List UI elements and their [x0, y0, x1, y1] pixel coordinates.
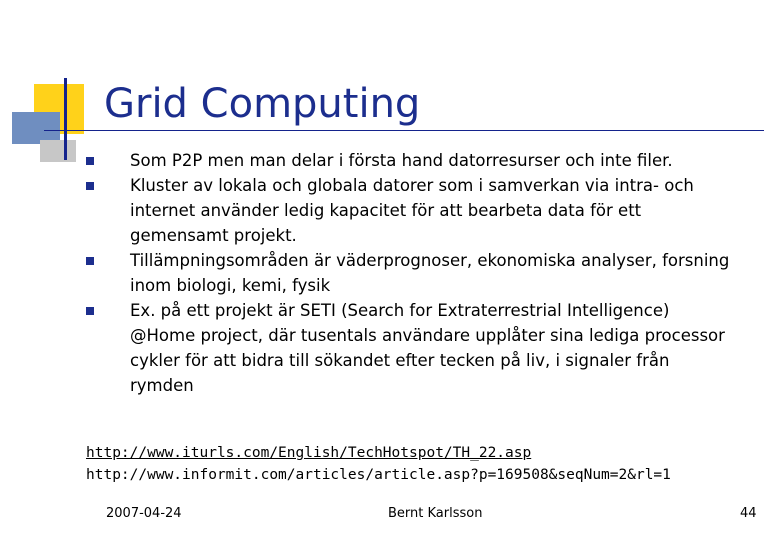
reference-links	[86, 442, 671, 486]
bullet-text: Tillämpningsområden är väderprognoser, ekonomiska analyser, forsning inom biologi, kemi, fysik	[130, 251, 730, 295]
square-bullet-icon	[86, 182, 94, 190]
square-bullet-icon	[86, 157, 94, 165]
bullet-item	[86, 148, 736, 173]
bullet-item	[86, 298, 736, 398]
bullet-list	[86, 148, 736, 398]
footer-author: Bernt Karlsson	[388, 506, 483, 521]
reference-link-informit: http://www.informit.com/articles/article.asp?p=169508&seqNum=2&rl=1	[86, 467, 671, 483]
slide-title: Grid Computing	[104, 81, 421, 127]
footer-date: 2007-04-24	[106, 506, 182, 521]
slide-decoration	[0, 0, 110, 170]
reference-link-iturls[interactable]: http://www.iturls.com/English/TechHotspot/TH_22.asp	[86, 445, 532, 461]
decorative-vertical-line	[64, 78, 67, 160]
square-bullet-icon	[86, 257, 94, 265]
bullet-text: Kluster av lokala och globala datorer som i samverkan via intra- och internet använder ledig kapacitet för att bearbeta data för ett gemensamt projekt.	[130, 176, 694, 245]
bullet-text: Som P2P men man delar i första hand datorresurser och inte filer.	[130, 151, 673, 170]
page-number: 44	[740, 506, 757, 521]
title-underline	[44, 130, 764, 131]
bullet-item	[86, 248, 736, 298]
decorative-gray-square	[40, 140, 76, 162]
bullet-text: Ex. på ett projekt är SETI (Search for Extraterrestrial Intelligence) @Home project, där tusentals användare upplåter sina lediga processor cykler för att bidra till sökandet efter tecken på liv, i signaler från rymden	[130, 301, 725, 395]
bullet-item	[86, 173, 736, 248]
square-bullet-icon	[86, 307, 94, 315]
